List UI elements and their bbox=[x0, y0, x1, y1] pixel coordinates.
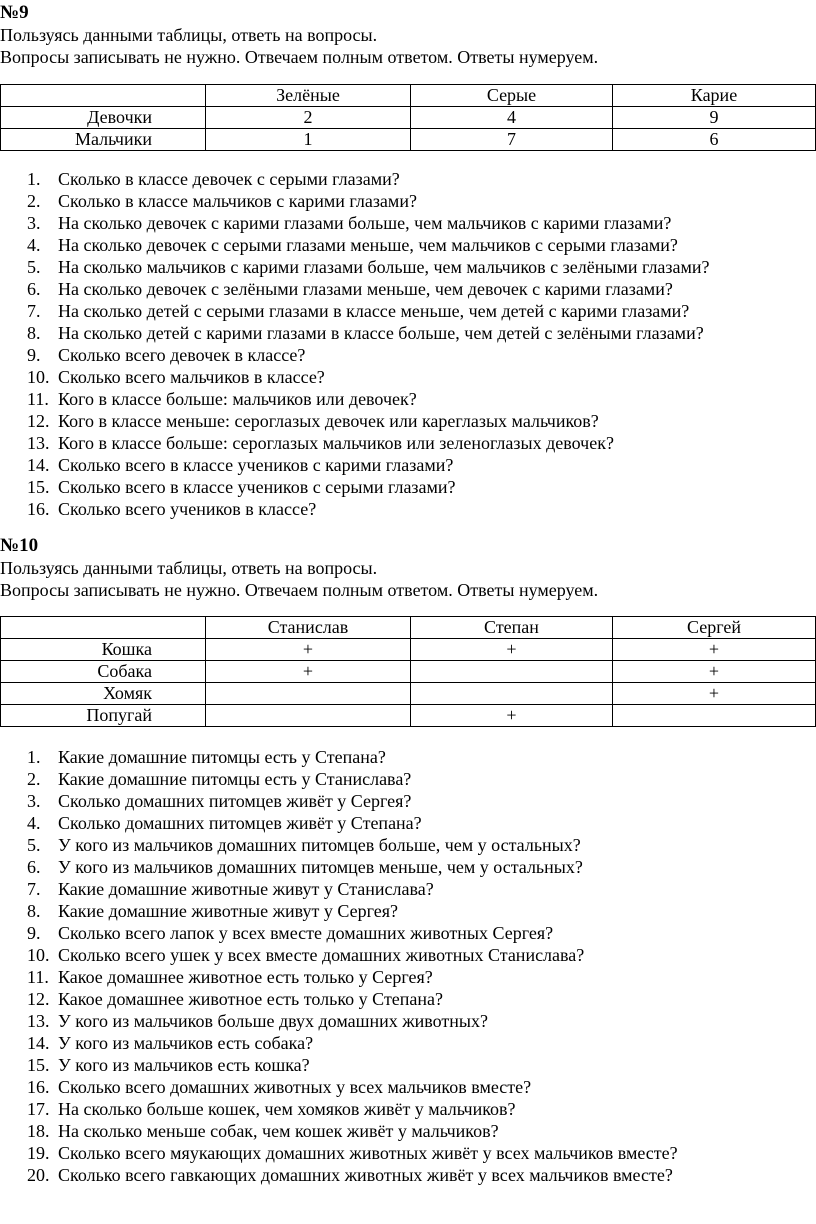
list-item: 9. Сколько всего девочек в классе? bbox=[27, 345, 306, 365]
row-label: Девочки bbox=[1, 107, 206, 129]
list-item: 14. Сколько всего в классе учеников с карими глазами? bbox=[27, 455, 454, 475]
list-item: 20. Сколько всего гавкающих домашних животных живёт у всех мальчиков вместе? bbox=[27, 1165, 673, 1185]
list-item: 14. У кого из мальчиков есть собака? bbox=[27, 1033, 314, 1053]
list-item: 19. Сколько всего мяукающих домашних животных живёт у всех мальчиков вместе? bbox=[27, 1143, 678, 1163]
list-item: 4. На сколько девочек с серыми глазами меньше, чем мальчиков с серыми глазами? bbox=[27, 235, 678, 255]
row-label: Хомяк bbox=[1, 683, 206, 705]
table-row bbox=[1, 683, 816, 705]
pets-table bbox=[0, 616, 816, 727]
task-9-section bbox=[0, 2, 816, 68]
table-row bbox=[1, 639, 816, 661]
list-item: 7. На сколько детей с серыми глазами в классе меньше, чем детей с карими глазами? bbox=[27, 301, 690, 321]
table-header-cell: Серые bbox=[411, 85, 613, 107]
list-item: 2. Сколько в классе мальчиков с карими глазами? bbox=[27, 191, 417, 211]
list-item: 2. Какие домашние питомцы есть у Станислава? bbox=[27, 769, 412, 789]
table-cell: 2 bbox=[206, 107, 411, 129]
table-cell: + bbox=[613, 661, 816, 683]
list-item: 1. Сколько в классе девочек с серыми глазами? bbox=[27, 169, 400, 189]
row-label: Собака bbox=[1, 661, 206, 683]
table-header-row bbox=[1, 85, 816, 107]
table-header-cell: Степан bbox=[411, 617, 613, 639]
task-instruction: Вопросы записывать не нужно. Отвечаем полным ответом. Ответы нумеруем. bbox=[0, 580, 599, 600]
table-cell bbox=[206, 683, 411, 705]
question-list-9 bbox=[0, 168, 816, 520]
list-item: 6. На сколько девочек с зелёными глазами меньше, чем девочек с карими глазами? bbox=[27, 279, 673, 299]
list-item: 17. На сколько больше кошек, чем хомяков живёт у мальчиков? bbox=[27, 1099, 516, 1119]
list-item: 1. Какие домашние питомцы есть у Степана? bbox=[27, 747, 386, 767]
list-item: 7. Какие домашние животные живут у Станислава? bbox=[27, 879, 434, 899]
table-header-row bbox=[1, 617, 816, 639]
row-label: Попугай bbox=[1, 705, 206, 727]
table-header-cell bbox=[1, 617, 206, 639]
table-cell: + bbox=[613, 639, 816, 661]
table-cell bbox=[411, 683, 613, 705]
table-cell: + bbox=[411, 639, 613, 661]
task-10-section bbox=[0, 535, 816, 601]
list-item: 6. У кого из мальчиков домашних питомцев меньше, чем у остальных? bbox=[27, 857, 583, 877]
task-instruction: Пользуясь данными таблицы, ответь на вопросы. bbox=[0, 25, 378, 45]
row-label: Кошка bbox=[1, 639, 206, 661]
list-item: 8. Какие домашние животные живут у Сергея? bbox=[27, 901, 399, 921]
list-item: 5. У кого из мальчиков домашних питомцев больше, чем у остальных? bbox=[27, 835, 581, 855]
table-cell bbox=[411, 661, 613, 683]
task-instruction: Пользуясь данными таблицы, ответь на вопросы. bbox=[0, 558, 378, 578]
row-label: Мальчики bbox=[1, 129, 206, 151]
list-item: 16. Сколько всего домашних животных у всех мальчиков вместе? bbox=[27, 1077, 532, 1097]
table-cell: 1 bbox=[206, 129, 411, 151]
table-row bbox=[1, 661, 816, 683]
table-header-cell: Сергей bbox=[613, 617, 816, 639]
table-cell: 7 bbox=[411, 129, 613, 151]
task-title: №9 bbox=[0, 2, 29, 23]
list-item: 10. Сколько всего ушек у всех вместе домашних животных Станислава? bbox=[27, 945, 585, 965]
list-item: 11. Кого в классе больше: мальчиков или девочек? bbox=[27, 389, 417, 409]
task-instruction: Вопросы записывать не нужно. Отвечаем полным ответом. Ответы нумеруем. bbox=[0, 47, 599, 67]
list-item: 5. На сколько мальчиков с карими глазами больше, чем мальчиков с зелёными глазами? bbox=[27, 257, 710, 277]
list-item: 11. Какое домашнее животное есть только у Сергея? bbox=[27, 967, 433, 987]
eye-color-table bbox=[0, 84, 816, 151]
list-item: 3. На сколько девочек с карими глазами больше, чем мальчиков с карими глазами? bbox=[27, 213, 672, 233]
list-item: 15. У кого из мальчиков есть кошка? bbox=[27, 1055, 310, 1075]
table-cell: 4 bbox=[411, 107, 613, 129]
list-item: 8. На сколько детей с карими глазами в классе больше, чем детей с зелёными глазами? bbox=[27, 323, 704, 343]
question-list-10 bbox=[0, 746, 816, 1186]
table-header-cell bbox=[1, 85, 206, 107]
list-item: 12. Кого в классе меньше: сероглазых девочек или кареглазых мальчиков? bbox=[27, 411, 599, 431]
table-cell bbox=[613, 705, 816, 727]
task-title: №10 bbox=[0, 535, 39, 556]
list-item: 12. Какое домашнее животное есть только у Степана? bbox=[27, 989, 444, 1009]
list-item: 4. Сколько домашних питомцев живёт у Степана? bbox=[27, 813, 422, 833]
table-header-cell: Станислав bbox=[206, 617, 411, 639]
table-cell: + bbox=[613, 683, 816, 705]
list-item: 3. Сколько домашних питомцев живёт у Сергея? bbox=[27, 791, 412, 811]
list-item: 16. Сколько всего учеников в классе? bbox=[27, 499, 317, 519]
list-item: 18. На сколько меньше собак, чем кошек живёт у мальчиков? bbox=[27, 1121, 499, 1141]
list-item: 10. Сколько всего мальчиков в классе? bbox=[27, 367, 325, 387]
table-header-cell: Зелёные bbox=[206, 85, 411, 107]
table-cell: + bbox=[206, 661, 411, 683]
table-cell: 9 bbox=[613, 107, 816, 129]
table-header-cell: Карие bbox=[613, 85, 816, 107]
table-cell: 6 bbox=[613, 129, 816, 151]
table-row bbox=[1, 129, 816, 151]
list-item: 13. Кого в классе больше: сероглазых мальчиков или зеленоглазых девочек? bbox=[27, 433, 614, 453]
table-cell: + bbox=[411, 705, 613, 727]
table-row bbox=[1, 705, 816, 727]
table-cell bbox=[206, 705, 411, 727]
table-row bbox=[1, 107, 816, 129]
list-item: 15. Сколько всего в классе учеников с серыми глазами? bbox=[27, 477, 456, 497]
list-item: 9. Сколько всего лапок у всех вместе домашних животных Сергея? bbox=[27, 923, 554, 943]
list-item: 13. У кого из мальчиков больше двух домашних животных? bbox=[27, 1011, 488, 1031]
table-cell: + bbox=[206, 639, 411, 661]
